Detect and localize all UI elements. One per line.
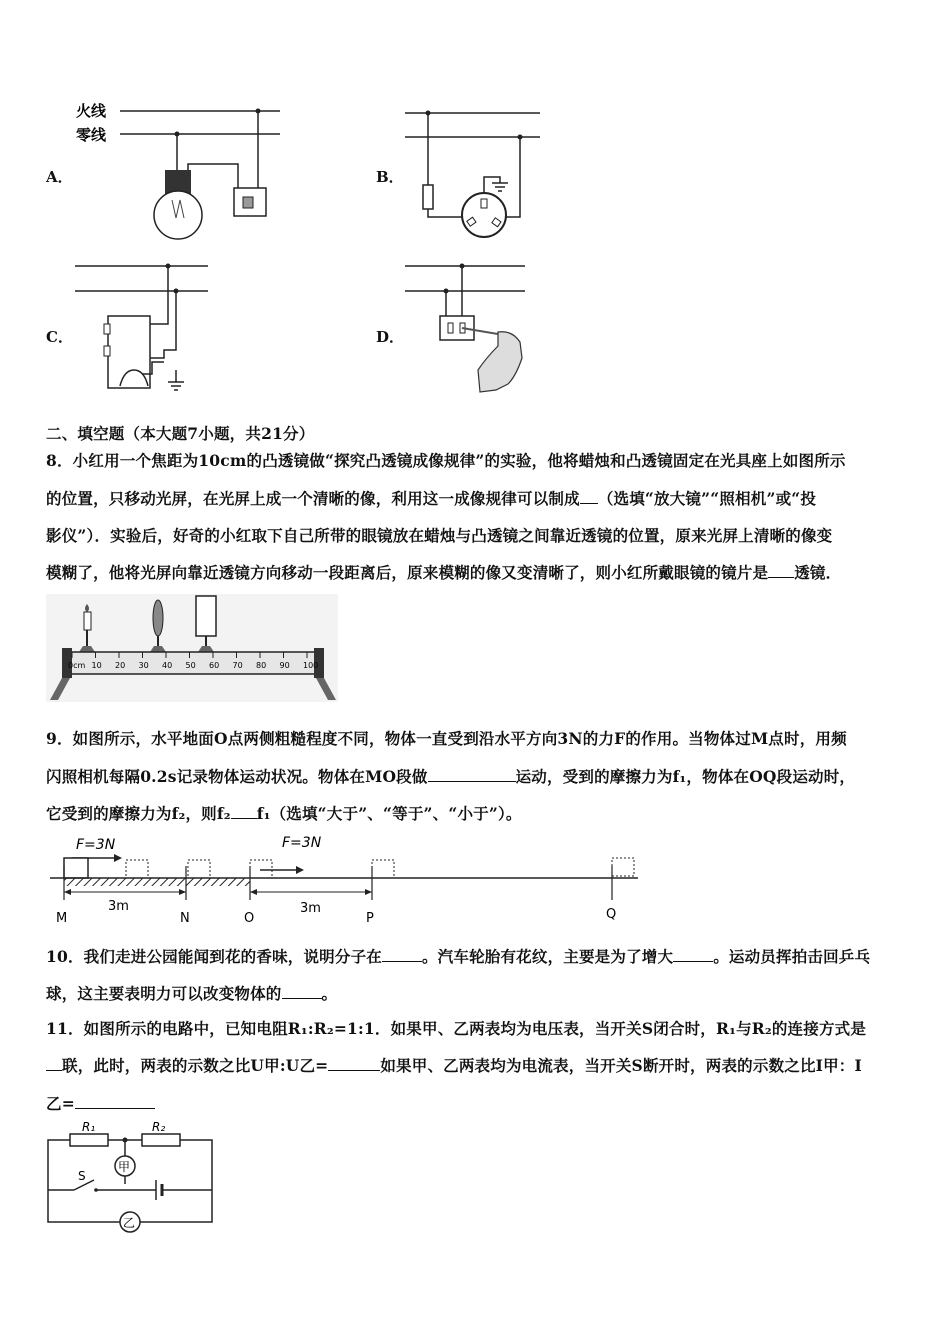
bench-tick-label: 100 — [303, 661, 319, 670]
fuse-icon — [423, 185, 433, 209]
point-o-label: O — [244, 911, 255, 926]
option-a-figure — [70, 100, 290, 245]
q8-blank-1[interactable] — [580, 489, 598, 504]
q8-line3: 影仪”）．实验后，好奇的小红取下自己所带的眼镜放在蜡烛与凸透镜之间靠近透镜的位置，原来光屏上清晰的像变 — [46, 526, 833, 545]
motion-figure — [46, 830, 646, 925]
block-solid — [64, 858, 88, 878]
force-label-1: F=3N — [76, 837, 116, 853]
block-trace — [372, 860, 394, 878]
q11-line2-a: 联，此时，两表的示数之比U甲:U乙= — [62, 1056, 329, 1075]
candle-icon — [84, 612, 91, 630]
point-p-label: P — [366, 911, 374, 926]
q8-line4-b: 透镜． — [794, 563, 842, 582]
hand-icon — [478, 332, 522, 392]
q10-line2-a: 球，这主要表明力可以改变物体的 — [46, 984, 282, 1003]
resistor-r1-label: R₁ — [82, 1120, 96, 1134]
option-d-label: D． — [376, 328, 405, 346]
neutral-wire-label: 零线 — [76, 126, 107, 144]
bench-tick-label: 10 — [91, 661, 102, 670]
point-n-label: N — [180, 911, 190, 926]
q10-blank-3[interactable] — [282, 984, 322, 999]
convex-lens-icon — [153, 600, 163, 636]
dist-mn-label: 3m — [108, 899, 129, 914]
q11-line3-a: 乙= — [46, 1094, 75, 1113]
bench-tick-label: 90 — [279, 661, 290, 670]
q11-line1: 11．如图所示的电路中，已知电阻R₁:R₂=1:1．如果甲、乙两表均为电压表，当开关S闭合时，R₁与R₂的连接方式是 — [46, 1019, 867, 1038]
block-trace — [250, 860, 272, 878]
q10-line1-a: 10．我们走进公园能闻到花的香味，说明分子在 — [46, 947, 382, 966]
light-bulb-icon — [154, 191, 202, 239]
socket-icon — [440, 316, 474, 340]
bench-tick-label: 0cm — [68, 661, 86, 670]
q10-blank-1[interactable] — [382, 947, 422, 962]
q10-line2-b: 。 — [321, 984, 338, 1003]
point-q-label: Q — [606, 907, 617, 922]
resistor-r2 — [142, 1134, 180, 1146]
q10-line1-b: 。汽车轮胎有花纹，主要是为了增大 — [421, 947, 674, 966]
q10-line2 — [46, 982, 916, 1004]
option-b-label: B． — [376, 168, 404, 186]
point-m-label: M — [56, 911, 68, 926]
force-label-2: F=3N — [282, 835, 322, 851]
bench-tick-label: 30 — [138, 661, 149, 670]
q8-line2-b: （选填“放大镜”“照相机”或“投 — [597, 489, 817, 508]
q11-blank-3[interactable] — [75, 1094, 155, 1109]
section-heading: 二、填空题（本大题7小题，共21分） — [46, 424, 315, 443]
optical-bench-figure — [46, 590, 338, 705]
q9-blank-2[interactable] — [231, 804, 257, 819]
resistor-r2-label: R₂ — [152, 1120, 166, 1134]
meter-jia-label: 甲 — [118, 1160, 131, 1174]
block-trace — [612, 858, 634, 876]
bench-tick-label: 70 — [232, 661, 243, 670]
q9-line1: 9．如图所示，水平地面O点两侧粗糙程度不同，物体一直受到沿水平方向3N的力F的作用。当物体过M点时，用频 — [46, 729, 847, 748]
bench-tick-label: 80 — [256, 661, 267, 670]
q9-line3 — [46, 802, 916, 824]
meter-yi-label: 乙 — [123, 1216, 136, 1230]
q8-line2-a: 的位置，只移动光屏，在光屏上成一个清晰的像，利用这一成像规律可以制成 — [46, 489, 580, 508]
q11-line2-b: 如果甲、乙两表均为电流表，当开关S断开时，两表的示数之比I甲：I — [380, 1056, 862, 1075]
light-screen-icon — [196, 596, 216, 636]
q11-blank-1[interactable] — [46, 1056, 62, 1071]
option-c-label: C． — [46, 328, 73, 346]
appliance-icon — [108, 316, 150, 388]
q11-line3 — [46, 1092, 916, 1114]
q9-line2 — [46, 765, 916, 787]
q8-line2 — [46, 487, 916, 509]
q8-line4 — [46, 561, 916, 583]
q9-line3-a: 它受到的摩擦力为f₂，则f₂ — [46, 804, 231, 823]
q11-line2 — [46, 1054, 916, 1076]
q10-line1 — [46, 945, 916, 967]
q9-line2-b: 运动，受到的摩擦力为f₁，物体在OQ段运动时， — [515, 767, 856, 786]
circuit-figure — [46, 1118, 216, 1228]
q10-line1-c: 。运动员挥拍击回乒乓 — [713, 947, 871, 966]
option-c-figure — [70, 258, 220, 398]
block-trace — [126, 860, 148, 878]
q8-blank-2[interactable] — [768, 563, 794, 578]
q8-line4-a: 模糊了，他将光屏向靠近透镜方向移动一段距离后，原来模糊的像又变清晰了，则小红所戴眼镜的镜片是 — [46, 563, 769, 582]
option-d-figure — [400, 258, 550, 403]
option-b-figure — [400, 105, 550, 245]
dist-op-label: 3m — [300, 901, 321, 916]
q8-line1: 8．小红用一个焦距为10cm的凸透镜做“探究凸透镜成像规律”的实验，他将蜡烛和凸透镜固定在光具座上如图所示 — [46, 451, 846, 470]
q9-line2-a: 闪照相机每隔0.2s记录物体运动状况。物体在MO段做 — [46, 767, 428, 786]
block-trace — [188, 860, 210, 878]
q11-blank-2[interactable] — [328, 1056, 380, 1071]
bench-tick-label: 60 — [209, 661, 220, 670]
rough-ground — [64, 878, 250, 886]
q9-line3-b: f₁（选填“大于”、“等于”、“小于”）。 — [256, 804, 522, 823]
live-wire-label: 火线 — [76, 102, 107, 120]
bench-tick-label: 40 — [162, 661, 173, 670]
q9-blank-1[interactable] — [428, 767, 516, 782]
bench-tick-label: 20 — [115, 661, 126, 670]
q10-blank-2[interactable] — [673, 947, 713, 962]
bench-tick-label: 50 — [185, 661, 196, 670]
resistor-r1 — [70, 1134, 108, 1146]
switch-label: S — [78, 1169, 86, 1183]
circuit-loop — [48, 1140, 212, 1222]
option-a-label: A． — [46, 168, 73, 186]
